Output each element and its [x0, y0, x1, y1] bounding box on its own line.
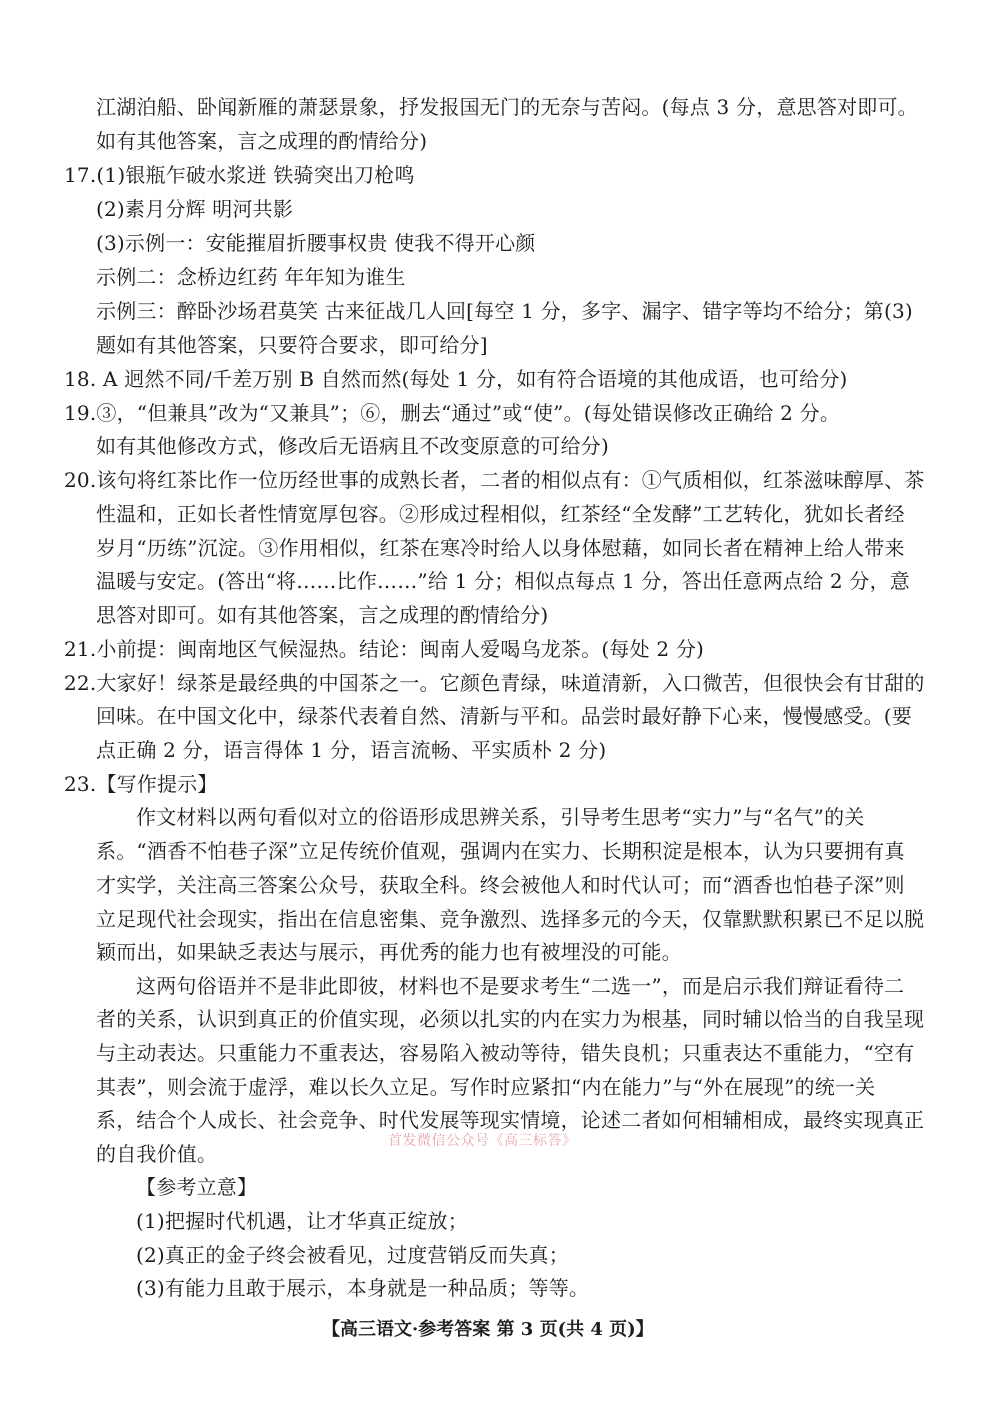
answer-line: 回味。在中国文化中，绿茶代表着自然、清新与平和。品尝时最好静下心来，慢慢感受。(要 [96, 704, 913, 728]
page-footer: 【高三语文·参考答案 第 3 页(共 4 页)】 [322, 1319, 654, 1340]
answer-line: (3)有能力且敢于展示，本身就是一种品质；等等。 [136, 1276, 590, 1300]
answer-line: 岁月“历练”沉淀。③作用相似，红茶在寒冷时给人以身体慰藉，如同长者在精神上给人带来 [96, 536, 905, 560]
answer-line: 示例二：念桥边红药 年年知为谁生 [96, 265, 406, 289]
answer-line: 22.大家好！绿茶是最经典的中国茶之一。它颜色青绿，味道清新，入口微苦，但很快会有甘甜的 [64, 671, 925, 695]
watermark-text: 首发微信公众号《高三标答》 [388, 1133, 577, 1149]
section-heading: 【参考立意】 [136, 1175, 258, 1199]
answer-line: 作文材料以两句看似对立的俗语形成思辨关系，引导考生思考“实力”与“名气”的关 [136, 805, 865, 829]
section-heading: 23.【写作提示】 [64, 772, 218, 796]
answer-line: 如有其他修改方式，修改后无语病且不改变原意的可给分) [96, 434, 610, 458]
answer-line: 其表”，则会流于虚浮，难以长久立足。写作时应紧扣“内在能力”与“外在展现”的统一关 [96, 1075, 876, 1099]
answer-line: 20.该句将红茶比作一位历经世事的成熟长者，二者的相似点有：①气质相似，红茶滋味醇厚、茶 [64, 468, 925, 492]
answer-line: (3)示例一：安能摧眉折腰事权贵 使我不得开心颜 [96, 231, 536, 255]
answer-line: 系。“酒香不怕巷子深”立足传统价值观，强调内在实力、长期积淀是根本，认为只要拥有真 [96, 839, 905, 863]
answer-line: (2)素月分辉 明河共影 [96, 197, 294, 221]
answer-line: 立足现代社会现实，指出在信息密集、竞争激烈、选择多元的今天，仅靠默默积累已不足以脱 [96, 907, 925, 931]
answer-line: 才实学，关注高三答案公众号，获取全科。终会被他人和时代认可；而“酒香也怕巷子深”则 [96, 873, 905, 897]
answer-line: (2)真正的金子终会被看见，过度营销反而失真； [136, 1243, 569, 1267]
answer-line: 系，结合个人成长、社会竞争、时代发展等现实情境，论述二者如何相辅相成，最终实现真正 [96, 1108, 925, 1132]
answer-line: 的自我价值。 [96, 1142, 218, 1166]
answer-line: 性温和，正如长者性情宽厚包容。②形成过程相似，红茶经“全发酵”工艺转化，犹如长者经 [96, 502, 905, 526]
answer-line: 这两句俗语并不是非此即彼，材料也不是要求考生“二选一”，而是启示我们辩证看待二 [136, 974, 905, 998]
answer-line: 18. A 迥然不同/千差万别 B 自然而然(每处 1 分，如有符合语境的其他成语，也可给分) [64, 367, 848, 391]
answer-line: 17.(1)银瓶乍破水浆迸 铁骑突出刀枪鸣 [64, 163, 415, 187]
answer-line: 与主动表达。只重能力不重表达，容易陷入被动等待，错失良机；只重表达不重能力，“空有 [96, 1041, 915, 1065]
answer-line: 思答对即可。如有其他答案，言之成理的酌情给分) [96, 603, 549, 627]
answer-line: 温暖与安定。(答出“将……比作……”给 1 分；相似点每点 1 分，答出任意两点给 2 分，意 [96, 569, 910, 593]
answer-line: 如有其他答案，言之成理的酌情给分) [96, 129, 428, 153]
answer-line: 题如有其他答案，只要符合要求，即可给分] [96, 333, 488, 357]
answer-line: 江湖泊船、卧闻新雁的萧瑟景象，抒发报国无门的无奈与苦闷。(每点 3 分，意思答对即可。 [96, 95, 918, 119]
answer-line: 颖而出，如果缺乏表达与展示，再优秀的能力也有被埋没的可能。 [96, 940, 682, 964]
answer-line: 点正确 2 分，语言得体 1 分，语言流畅、平实质朴 2 分) [96, 738, 607, 762]
answer-line: 者的关系，认识到真正的价值实现，必须以扎实的内在实力为根基，同时辅以恰当的自我呈现 [96, 1007, 925, 1031]
answer-line: 21.小前提：闽南地区气候湿热。结论：闽南人爱喝乌龙茶。(每处 2 分) [64, 637, 705, 661]
answer-line: 示例三：醉卧沙场君莫笑 古来征战几人回[每空 1 分，多字、漏字、错字等均不给分；第(3) [96, 299, 913, 323]
answer-line: 19.③，“但兼具”改为“又兼具”；⑥，删去“通过”或“使”。(每处错误修改正确给 2 分。 [64, 401, 841, 425]
answer-line: (1)把握时代机遇，让才华真正绽放； [136, 1209, 468, 1233]
